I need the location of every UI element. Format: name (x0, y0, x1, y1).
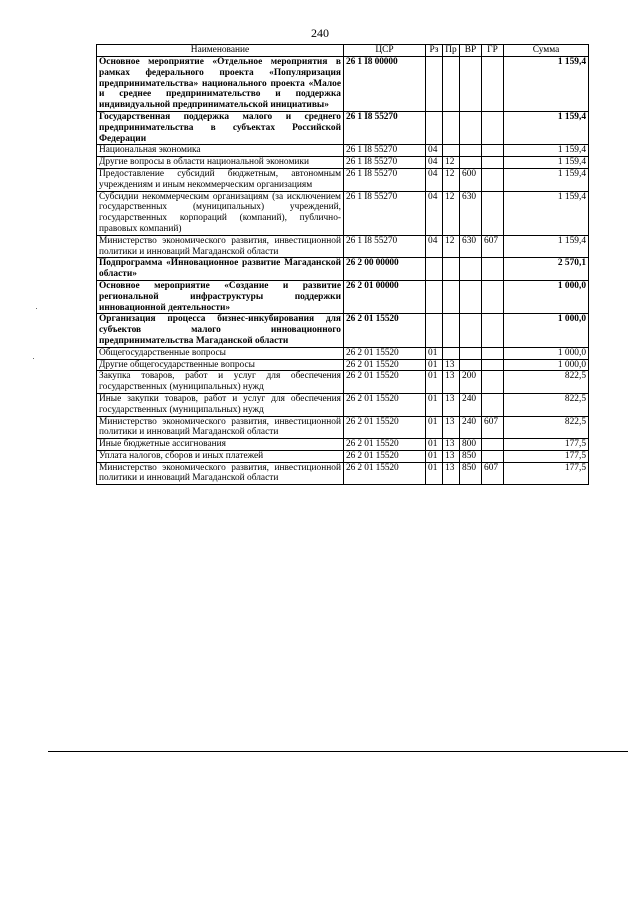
cell-name: Национальная экономика (97, 145, 344, 157)
cell-vr (460, 157, 482, 169)
cell-vr (460, 258, 482, 281)
cell-name: Министерство экономического развития, инвестиционной политики и инноваций Магаданской области (97, 235, 344, 258)
cell-rz: 01 (426, 450, 443, 462)
cell-pr (443, 314, 460, 347)
table-row (97, 393, 589, 416)
cell-name: Иные бюджетные ассигнования (97, 439, 344, 451)
cell-pr (443, 57, 460, 112)
cell-sum: 177,5 (504, 450, 589, 462)
cell-name: Министерство экономического развития, инвестиционной политики и инноваций Магаданской области (97, 416, 344, 439)
cell-gr (482, 371, 504, 394)
table-row (97, 371, 589, 394)
table-row (97, 145, 589, 157)
table-row (97, 280, 589, 313)
cell-rz: 04 (426, 235, 443, 258)
cell-vr: 630 (460, 191, 482, 235)
cell-vr: 630 (460, 235, 482, 258)
cell-sum: 1 159,4 (504, 111, 589, 144)
table-row (97, 111, 589, 144)
cell-csr: 26 2 01 15520 (344, 314, 426, 347)
cell-vr (460, 359, 482, 371)
cell-vr: 850 (460, 462, 482, 485)
cell-sum: 822,5 (504, 393, 589, 416)
cell-sum: 1 159,4 (504, 157, 589, 169)
cell-vr (460, 280, 482, 313)
table-row (97, 439, 589, 451)
cell-pr (443, 280, 460, 313)
cell-pr (443, 111, 460, 144)
cell-sum: 1 159,4 (504, 191, 589, 235)
cell-csr: 26 2 01 15520 (344, 371, 426, 394)
cell-pr (443, 347, 460, 359)
table-row (97, 359, 589, 371)
cell-name: Организация процесса бизнес-инкубирования для субъектов малого инновационного предпринимательства Магаданской области (97, 314, 344, 347)
cell-csr: 26 2 01 15520 (344, 450, 426, 462)
cell-vr: 800 (460, 439, 482, 451)
cell-sum: 1 159,4 (504, 168, 589, 191)
cell-gr (482, 314, 504, 347)
cell-gr (482, 258, 504, 281)
cell-csr: 26 2 01 15520 (344, 393, 426, 416)
cell-gr (482, 439, 504, 451)
cell-pr: 13 (443, 393, 460, 416)
table-header-row (97, 45, 589, 57)
cell-csr: 26 1 I8 55270 (344, 168, 426, 191)
cell-sum: 1 000,0 (504, 280, 589, 313)
header-csr: ЦСР (344, 45, 426, 57)
table-row (97, 314, 589, 347)
cell-rz: 04 (426, 191, 443, 235)
cell-name: Подпрограмма «Инновационное развитие Магаданской области» (97, 258, 344, 281)
table-row (97, 416, 589, 439)
cell-pr: 13 (443, 450, 460, 462)
cell-csr: 26 2 01 15520 (344, 347, 426, 359)
cell-rz (426, 280, 443, 313)
cell-csr: 26 2 01 15520 (344, 416, 426, 439)
cell-csr: 26 1 I8 55270 (344, 235, 426, 258)
cell-rz: 04 (426, 168, 443, 191)
header-vr: ВР (460, 45, 482, 57)
cell-vr (460, 57, 482, 112)
header-gr: ГР (482, 45, 504, 57)
table-row (97, 57, 589, 112)
header-name: Наименование (97, 45, 344, 57)
cell-rz (426, 57, 443, 112)
table-row (97, 462, 589, 485)
cell-name: Другие общегосударственные вопросы (97, 359, 344, 371)
cell-pr: 12 (443, 157, 460, 169)
cell-pr: 13 (443, 371, 460, 394)
cell-sum: 177,5 (504, 462, 589, 485)
cell-pr (443, 145, 460, 157)
cell-rz: 01 (426, 359, 443, 371)
cell-rz: 01 (426, 462, 443, 485)
cell-vr: 200 (460, 371, 482, 394)
cell-vr: 240 (460, 393, 482, 416)
footer-divider (48, 751, 628, 752)
cell-gr: 607 (482, 462, 504, 485)
cell-csr: 26 1 I8 00000 (344, 57, 426, 112)
cell-pr: 13 (443, 416, 460, 439)
cell-gr: 607 (482, 416, 504, 439)
cell-gr (482, 57, 504, 112)
cell-csr: 26 2 01 15520 (344, 359, 426, 371)
cell-gr (482, 157, 504, 169)
cell-rz: 01 (426, 416, 443, 439)
cell-gr (482, 191, 504, 235)
cell-name: Закупка товаров, работ и услуг для обеспечения государственных (муниципальных) нужд (97, 371, 344, 394)
cell-sum: 1 159,4 (504, 145, 589, 157)
cell-pr: 12 (443, 168, 460, 191)
cell-gr (482, 168, 504, 191)
header-rz: Рз (426, 45, 443, 57)
cell-rz: 01 (426, 439, 443, 451)
cell-vr (460, 347, 482, 359)
cell-gr (482, 393, 504, 416)
cell-name: Основное мероприятие «Отдельное мероприятия в рамках федерального проекта «Популяризация предпринимательства» национального проекта «Малое и среднее предпринимательство и поддержка индивидуальной предпринимательской инициативы» (97, 57, 344, 112)
cell-gr (482, 280, 504, 313)
header-sum: Сумма (504, 45, 589, 57)
table-row (97, 191, 589, 235)
table-row (97, 450, 589, 462)
cell-sum: 177,5 (504, 439, 589, 451)
cell-gr (482, 359, 504, 371)
cell-name: Предоставление субсидий бюджетным, автономным учреждениям и иным некоммерческим организациям (97, 168, 344, 191)
cell-sum: 1 159,4 (504, 235, 589, 258)
cell-name: Субсидии некоммерческим организациям (за исключением государственных (муниципальных) учреждений, государственных корпораций (компаний), публично-правовых компаний) (97, 191, 344, 235)
table-row (97, 157, 589, 169)
table-row (97, 347, 589, 359)
table-row (97, 258, 589, 281)
cell-rz: 01 (426, 347, 443, 359)
cell-rz: 04 (426, 145, 443, 157)
cell-rz: 04 (426, 157, 443, 169)
cell-pr: 12 (443, 235, 460, 258)
page-number: 240 (311, 26, 329, 40)
table-row (97, 235, 589, 258)
cell-rz (426, 314, 443, 347)
cell-csr: 26 2 00 00000 (344, 258, 426, 281)
cell-csr: 26 1 I8 55270 (344, 157, 426, 169)
cell-vr: 600 (460, 168, 482, 191)
cell-vr (460, 111, 482, 144)
cell-name: Общегосударственные вопросы (97, 347, 344, 359)
table-row (97, 168, 589, 191)
cell-name: Иные закупки товаров, работ и услуг для обеспечения государственных (муниципальных) нужд (97, 393, 344, 416)
cell-pr (443, 258, 460, 281)
cell-name: Государственная поддержка малого и среднего предпринимательства в субъектах Российской Федерации (97, 111, 344, 144)
cell-name: Министерство экономического развития, инвестиционной политики и инноваций Магаданской области (97, 462, 344, 485)
cell-gr: 607 (482, 235, 504, 258)
cell-gr (482, 450, 504, 462)
cell-csr: 26 2 01 15520 (344, 462, 426, 485)
cell-gr (482, 111, 504, 144)
budget-table (96, 44, 589, 485)
scan-speck (33, 358, 34, 359)
cell-rz (426, 111, 443, 144)
cell-csr: 26 1 I8 55270 (344, 145, 426, 157)
cell-pr: 12 (443, 191, 460, 235)
cell-vr (460, 314, 482, 347)
cell-vr: 240 (460, 416, 482, 439)
cell-sum: 1 000,0 (504, 347, 589, 359)
cell-name: Другие вопросы в области национальной экономики (97, 157, 344, 169)
cell-vr (460, 145, 482, 157)
cell-rz (426, 258, 443, 281)
cell-rz: 01 (426, 371, 443, 394)
cell-sum: 1 159,4 (504, 57, 589, 112)
cell-csr: 26 1 I8 55270 (344, 191, 426, 235)
cell-sum: 1 000,0 (504, 359, 589, 371)
cell-gr (482, 347, 504, 359)
cell-vr: 850 (460, 450, 482, 462)
cell-sum: 2 570,1 (504, 258, 589, 281)
header-pr: Пр (443, 45, 460, 57)
cell-name: Основное мероприятие «Создание и развитие региональной инфраструктуры поддержки инновационной деятельности» (97, 280, 344, 313)
cell-name: Уплата налогов, сборов и иных платежей (97, 450, 344, 462)
cell-csr: 26 2 01 15520 (344, 439, 426, 451)
cell-sum: 822,5 (504, 371, 589, 394)
cell-gr (482, 145, 504, 157)
cell-pr: 13 (443, 462, 460, 485)
cell-csr: 26 1 I8 55270 (344, 111, 426, 144)
cell-sum: 1 000,0 (504, 314, 589, 347)
cell-pr: 13 (443, 359, 460, 371)
cell-sum: 822,5 (504, 416, 589, 439)
cell-rz: 01 (426, 393, 443, 416)
table-body (97, 57, 589, 485)
scan-speck (36, 308, 37, 309)
cell-pr: 13 (443, 439, 460, 451)
cell-csr: 26 2 01 00000 (344, 280, 426, 313)
